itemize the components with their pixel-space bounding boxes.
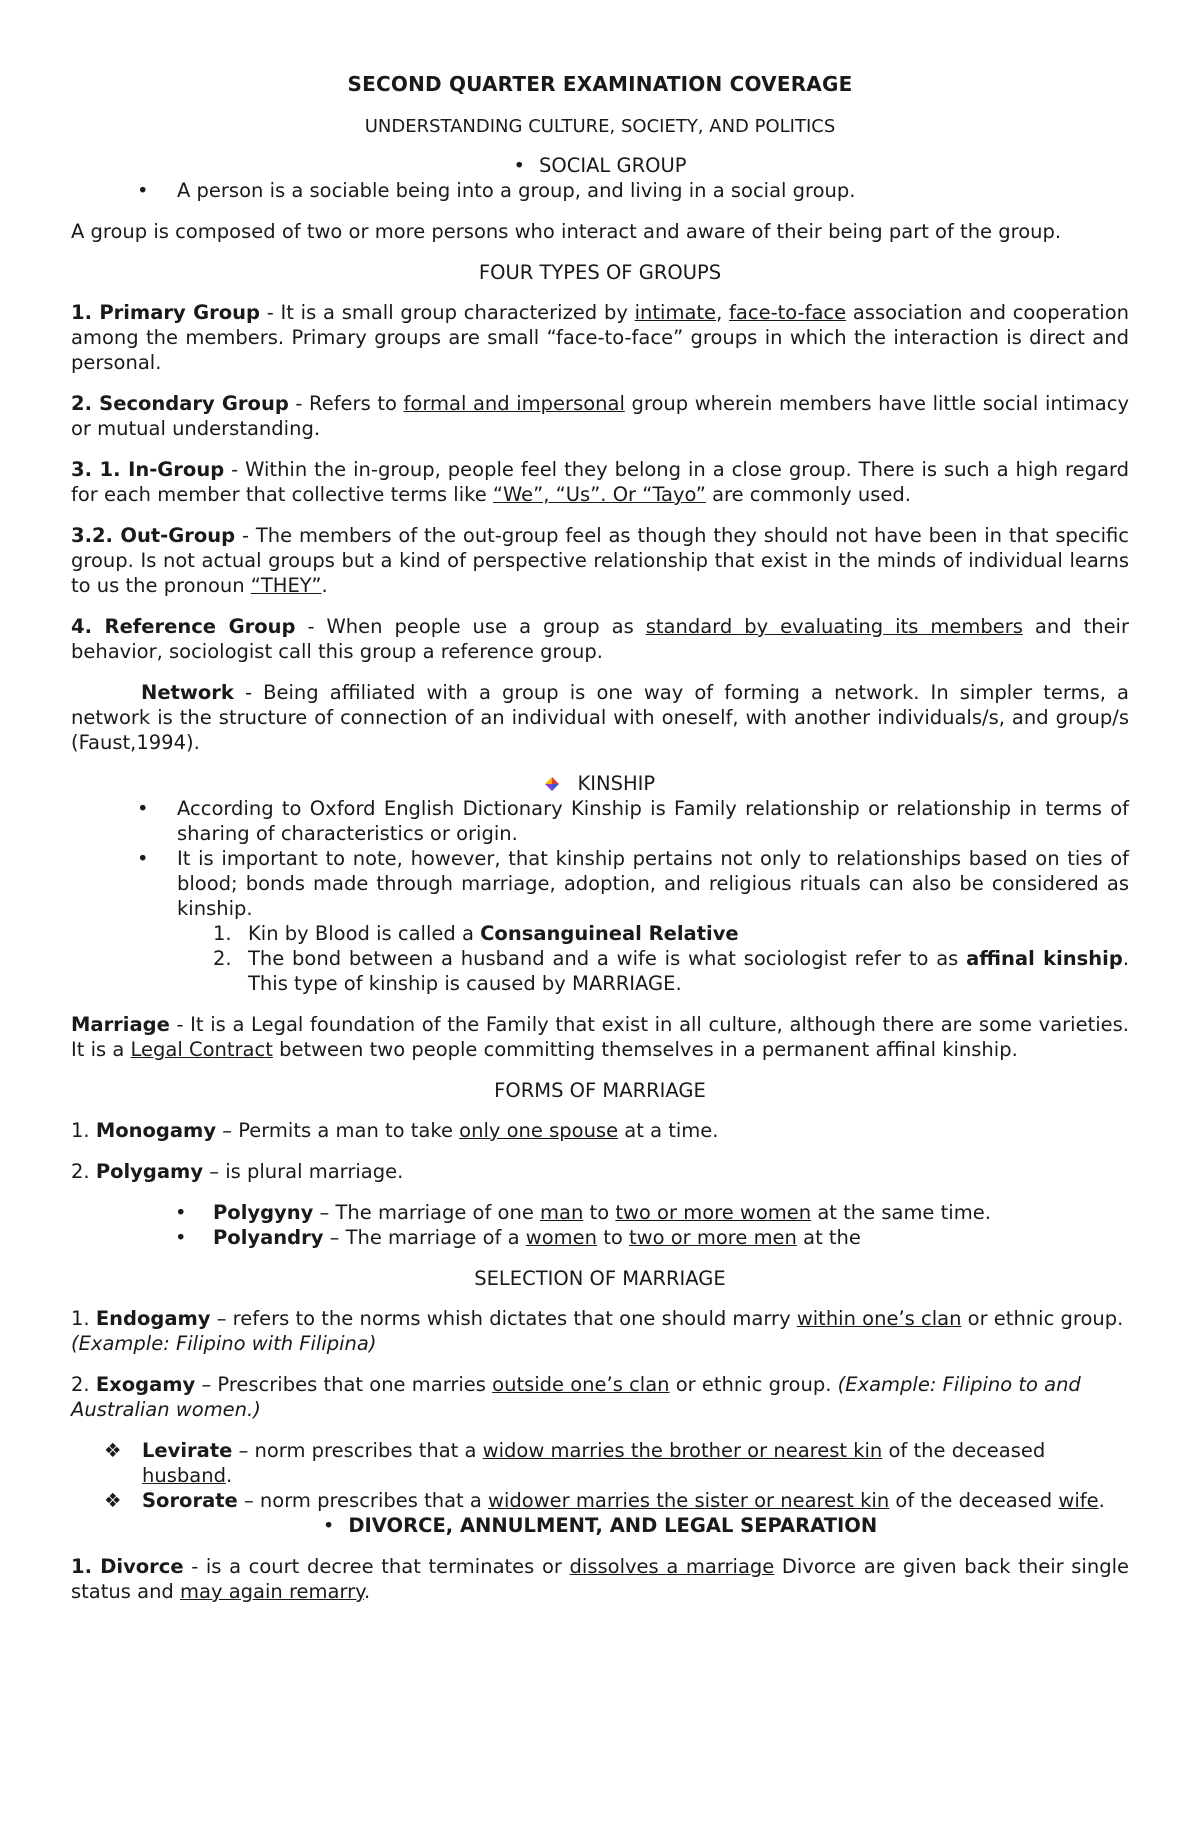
secondary-group-paragraph: 2. Secondary Group - Refers to formal and impersonal group wherein members have little social intimacy or mutual understanding. <box>71 392 1129 440</box>
bullet-marker: • <box>513 154 525 177</box>
polygyny-bullet: • Polygyny – The marriage of one man to two or more women at the same time. <box>175 1201 991 1224</box>
social-group-heading: • SOCIAL GROUP <box>513 154 687 177</box>
bullet-marker: • <box>137 797 149 820</box>
kinship-bullet-1: • According to Oxford English Dictionary Kinship is Family relationship or relationship in terms of sharing of characteristics or origin. <box>137 797 1129 845</box>
reference-group-paragraph: 4. Reference Group - When people use a group as standard by evaluating its members and their behavior, sociologist call this group a reference group. <box>71 615 1129 663</box>
bullet-marker: • <box>175 1201 187 1224</box>
out-group-paragraph: 3.2. Out-Group - The members of the out-group feel as though they should not have been in that specific group. Is not actual groups but a kind of perspective relationship that exist in the minds of individual learns to us the pronoun “THEY”. <box>71 524 1129 597</box>
divorce-paragraph: 1. Divorce - is a court decree that terminates or dissolves a marriage Divorce are given back their single status and may again remarry. <box>71 1555 1129 1603</box>
social-group-bullet: • A person is a sociable being into a group, and living in a social group. <box>137 179 856 202</box>
polyandry-bullet: • Polyandry – The marriage of a women to two or more men at the <box>175 1226 861 1249</box>
diamond-bullet-icon: ❖ <box>104 1489 122 1512</box>
bullet-marker: • <box>175 1226 187 1249</box>
four-types-heading: FOUR TYPES OF GROUPS <box>478 261 722 284</box>
polygamy-item: 2. Polygamy – is plural marriage. <box>71 1160 404 1183</box>
exogamy-item: 2. Exogamy – Prescribes that one marries outside one’s clan or ethnic group. (Example: Filipino to and Australian women.) <box>71 1373 1081 1421</box>
endogamy-item: 1. Endogamy – refers to the norms whish dictates that one should marry within one’s clan or ethnic group. (Example: Filipino with Filipina) <box>71 1307 1124 1355</box>
bullet-marker: • <box>137 179 149 202</box>
divorce-heading: • DIVORCE, ANNULMENT, AND LEGAL SEPARATION <box>322 1514 878 1537</box>
bullet-marker: • <box>137 847 149 870</box>
document-title: SECOND QUARTER EXAMINATION COVERAGE <box>347 72 853 96</box>
network-paragraph: Network - Being affiliated with a group is one way of forming a network. In simpler terms, a network is the structure of connection of an individual with oneself, with another individuals/s, and group/s (Faust,1994). <box>71 681 1129 754</box>
primary-group-paragraph: 1. Primary Group - It is a small group characterized by intimate, face-to-face association and cooperation among the members. Primary groups are small “face-to-face” groups in which the interaction is direct and personal. <box>71 301 1129 374</box>
selection-of-marriage-heading: SELECTION OF MARRIAGE <box>474 1267 726 1290</box>
marriage-paragraph: Marriage - It is a Legal foundation of the Family that exist in all culture, although there are some varieties. It is a Legal Contract between two people committing themselves in a permanent affinal kinship. <box>71 1013 1129 1061</box>
group-definition: A group is composed of two or more persons who interact and aware of their being part of the group. <box>71 220 1062 243</box>
levirate-bullet: ❖ Levirate – norm prescribes that a widow marries the brother or nearest kin of the deceased husband. <box>104 1439 1046 1487</box>
diamond-icon <box>545 772 559 795</box>
kinship-bullet-2: • It is important to note, however, that kinship pertains not only to relationships based on ties of blood; bonds made through marriage, adoption, and religious rituals can also be considered as kinship. <box>137 847 1129 920</box>
bullet-marker: • <box>322 1514 335 1537</box>
kinship-numbered-1: 1. Kin by Blood is called a Consanguineal Relative <box>213 922 739 945</box>
kinship-heading: KINSHIP <box>71 771 1129 796</box>
forms-of-marriage-heading: FORMS OF MARRIAGE <box>494 1079 706 1102</box>
diamond-bullet-icon: ❖ <box>104 1439 122 1462</box>
in-group-paragraph: 3. 1. In-Group - Within the in-group, people feel they belong in a close group. There is such a high regard for each member that collective terms like “We”, “Us”. Or “Tayo” are commonly used. <box>71 458 1129 506</box>
monogamy-item: 1. Monogamy – Permits a man to take only one spouse at a time. <box>71 1119 719 1142</box>
document-page <box>71 72 1129 1604</box>
kinship-numbered-2: 2. The bond between a husband and a wife is what sociologist refer to as affinal kinship. This type of kinship is caused by MARRIAGE. <box>213 947 1130 995</box>
document-subtitle: UNDERSTANDING CULTURE, SOCIETY, AND POLITICS <box>364 116 836 137</box>
sororate-bullet: ❖ Sororate – norm prescribes that a widower marries the sister or nearest kin of the deceased wife. <box>104 1489 1105 1512</box>
